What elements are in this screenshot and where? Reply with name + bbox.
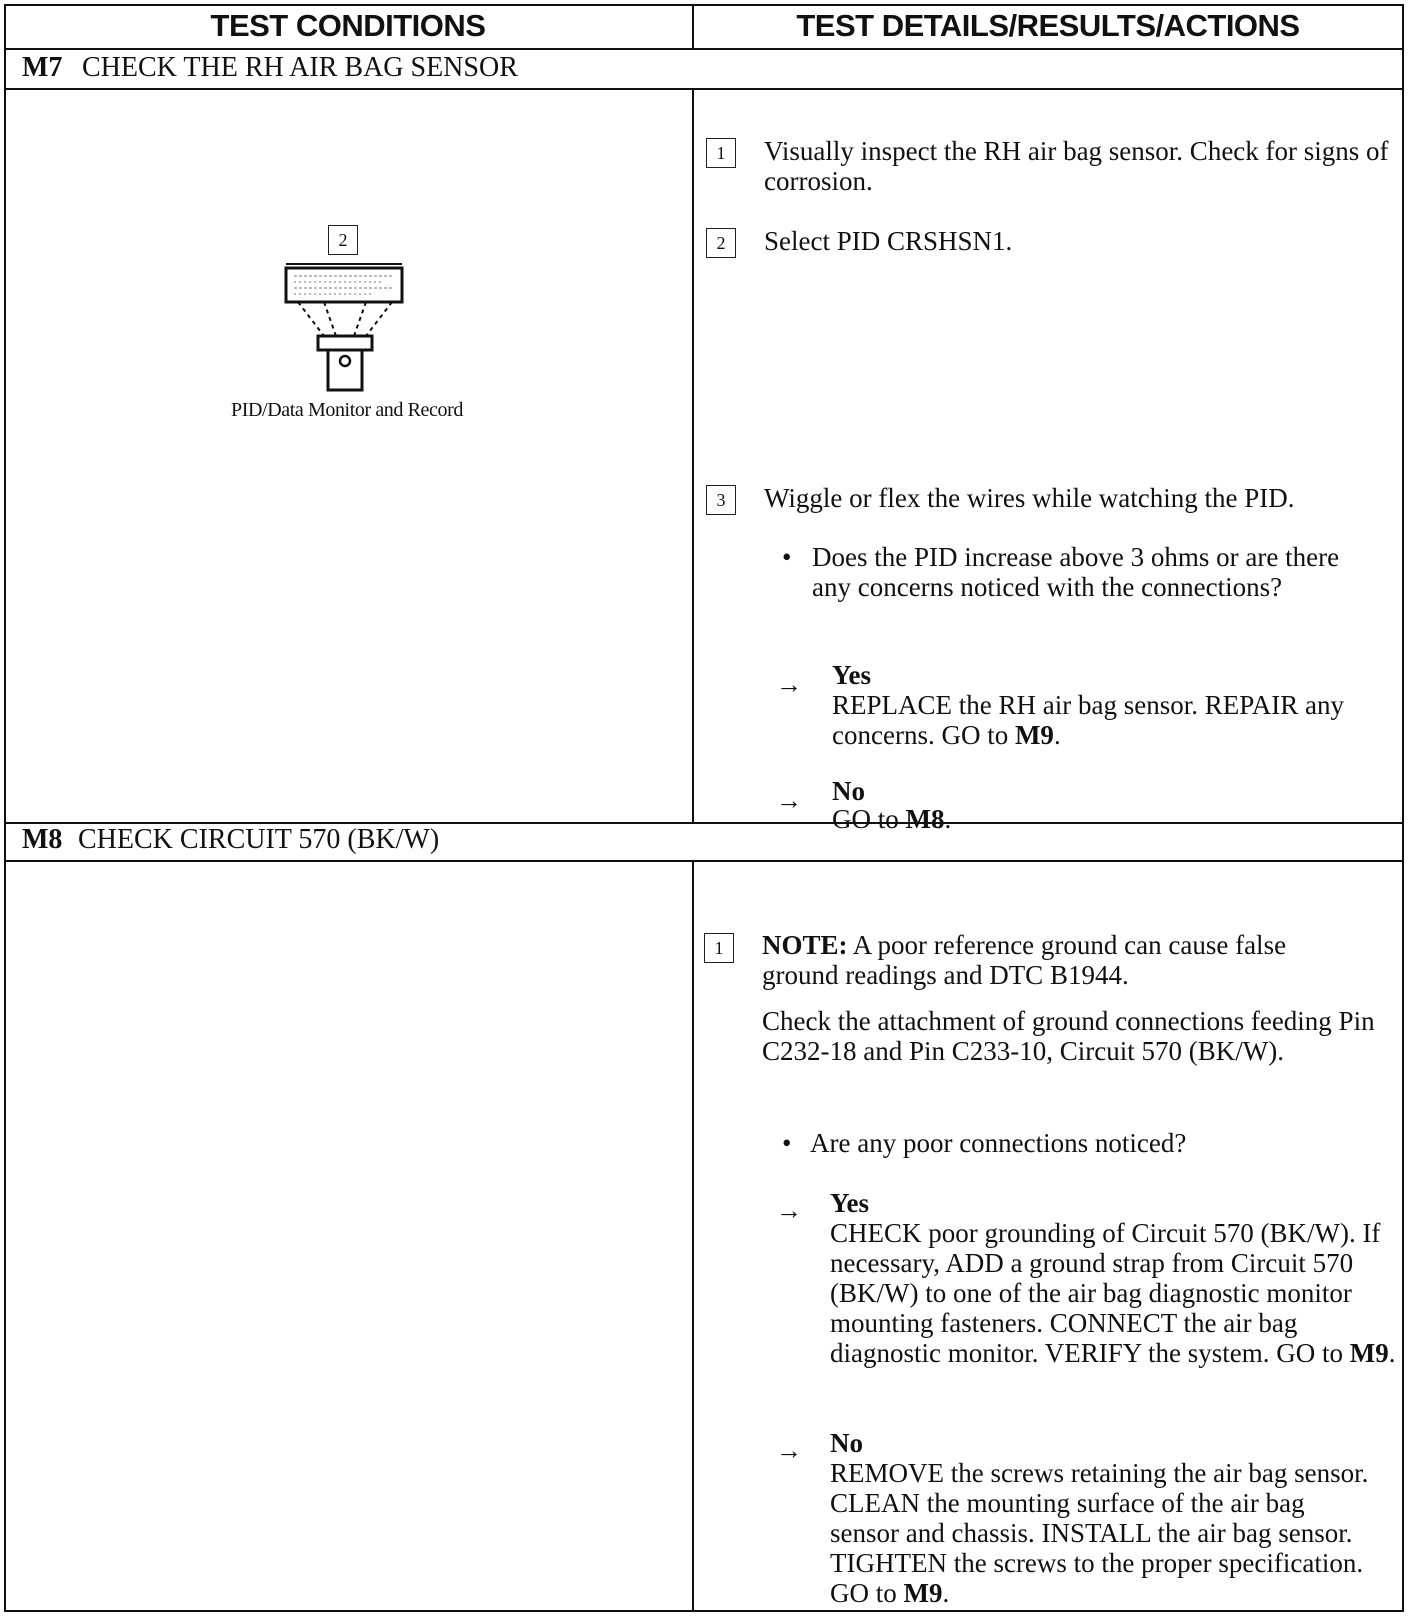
m8-note-label: NOTE: — [762, 930, 848, 960]
m8-yes-text: CHECK poor grounding of Circuit 570 (BK/W). If necessary, ADD a ground strap from Circuit 570 (BK/W) to one of the air bag diagnostic monitor mounting fasteners. CONNECT the air bag diagnostic monitor. VERIFY the system. GO to — [830, 1218, 1381, 1368]
m8-yes-end: . — [1388, 1338, 1396, 1368]
m7-code: M7 — [22, 52, 63, 83]
m7-step3-text: Wiggle or flex the wires while watching the PID. — [764, 483, 1295, 513]
m7-no-label: No — [832, 776, 865, 806]
m8-yes-action — [830, 1218, 1396, 1368]
header-test-conditions: TEST CONDITIONS — [210, 8, 486, 43]
m7-no-end: . — [944, 804, 952, 834]
m7-title-divider — [4, 88, 1404, 90]
m8-yes-arrow: → — [776, 1196, 802, 1225]
table-border-right — [1402, 4, 1404, 1612]
m7-yes-arrow: → — [776, 670, 802, 699]
m7-step2-text: Select PID CRSHSN1. — [764, 226, 1013, 256]
m8-title: CHECK CIRCUIT 570 (BK/W) — [78, 824, 440, 855]
m7-yes-label: Yes — [832, 660, 871, 690]
m7-yes-text: REPLACE the RH air bag sensor. REPAIR any concerns. GO to — [832, 690, 1344, 750]
m8-no-goto: M9 — [903, 1578, 943, 1608]
m7-no-action — [832, 804, 1372, 834]
header-divider — [4, 48, 1404, 50]
m7-no-action-line — [832, 804, 951, 834]
illustration-step-number: 2 — [328, 225, 358, 255]
m8-no-arrow: → — [776, 1436, 802, 1465]
m8-note — [762, 930, 1362, 990]
m8-yes-goto: M9 — [1349, 1338, 1389, 1368]
m7-yes-end: . — [1053, 720, 1061, 750]
m7-question-bullet: • — [782, 542, 792, 572]
m8-instruction: Check the attachment of ground connections feeding Pin C232-18 and Pin C233-10, Circuit 570 (BK/W). — [762, 1006, 1375, 1066]
m7-section-title — [22, 52, 518, 84]
illustration-caption: PID/Data Monitor and Record — [231, 399, 463, 421]
m8-section-title — [22, 824, 439, 856]
m8-code: M8 — [22, 824, 63, 855]
m8-no-text: REMOVE the screws retaining the air bag sensor. CLEAN the mounting surface of the air bag sensor and chassis. INSTALL the air bag sensor. TIGHTEN the screws to the proper specification. GO to — [830, 1458, 1369, 1608]
scan-tool-icon — [284, 262, 406, 394]
m8-no-action — [830, 1458, 1370, 1608]
table-border-left — [4, 4, 6, 1612]
m7-question: Does the PID increase above 3 ohms or are there any concerns noticed with the connections? — [812, 542, 1340, 602]
m8-yes-label: Yes — [830, 1188, 869, 1218]
m7-yes-goto: M9 — [1014, 720, 1054, 750]
m7-no-goto: M8 — [905, 804, 945, 834]
diagnostic-table — [4, 4, 1404, 1614]
m7-no-arrow: → — [776, 786, 802, 815]
m8-title-divider — [4, 860, 1404, 862]
m8-no-label: No — [830, 1428, 863, 1458]
m7-no-text: GO to — [832, 804, 906, 834]
m7-title: CHECK THE RH AIR BAG SENSOR — [82, 52, 518, 83]
m8-column-divider — [692, 860, 694, 1612]
m7-step1-text: Visually inspect the RH air bag sensor. Check for signs of corrosion. — [764, 136, 1389, 196]
m7-yes-action — [832, 690, 1372, 750]
m7-step3-number: 3 — [706, 485, 736, 515]
table-border-bottom — [4, 1610, 1404, 1612]
m7-step1-number: 1 — [706, 138, 736, 168]
m7-column-divider — [692, 88, 694, 824]
m8-step1-number: 1 — [704, 933, 734, 963]
m8-no-end: . — [942, 1578, 950, 1608]
m8-question-bullet: • — [782, 1128, 792, 1158]
m7-step2-number: 2 — [706, 228, 736, 258]
m8-note-text: A poor reference ground can cause false ground readings and DTC B1944. — [762, 930, 1287, 990]
m8-question: Are any poor connections noticed? — [810, 1128, 1187, 1158]
header-test-details: TEST DETAILS/RESULTS/ACTIONS — [796, 8, 1300, 43]
